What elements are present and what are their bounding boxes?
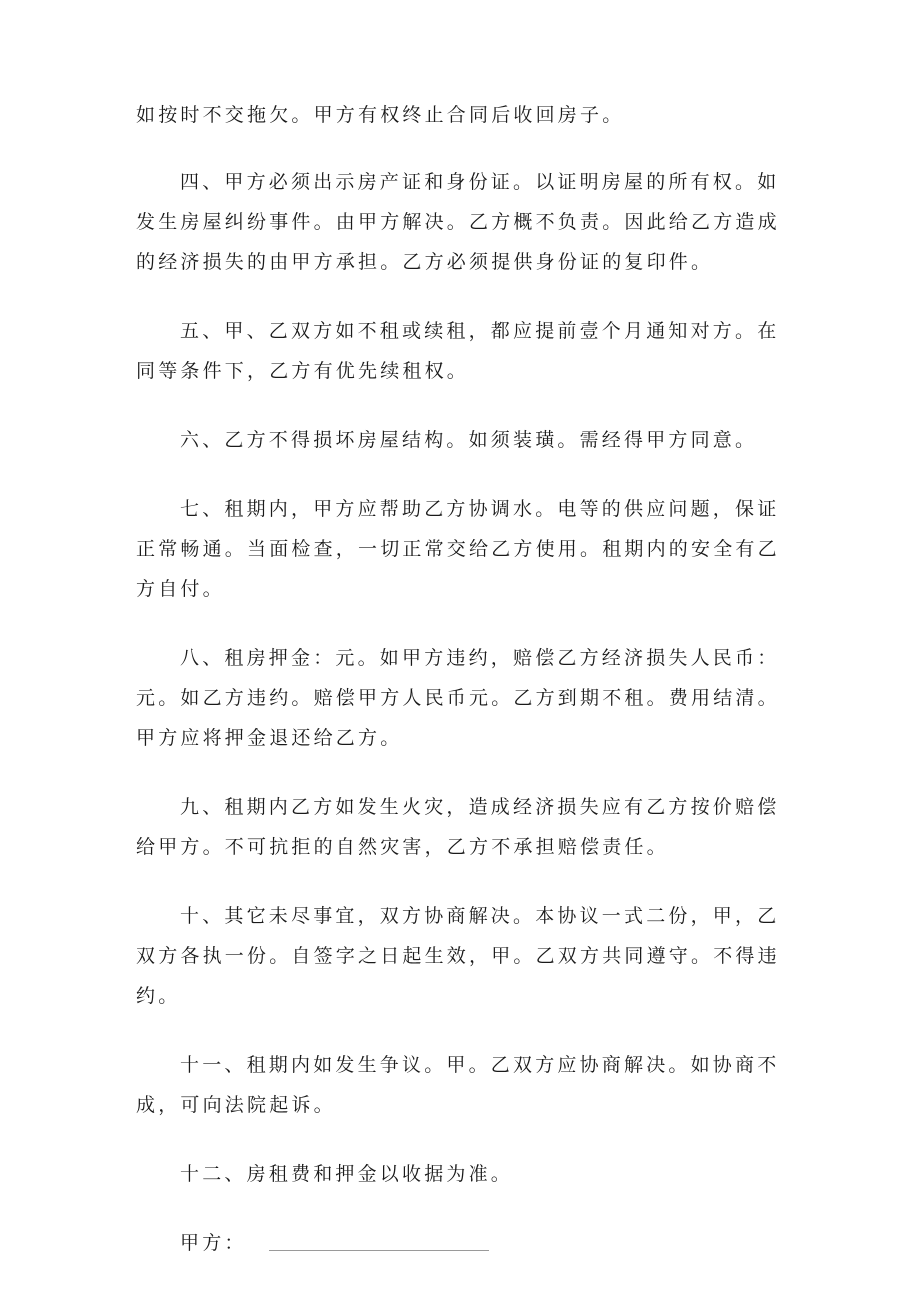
clause-10: 十、其它未尽事宜，双方协商解决。本协议一式二份，甲，乙双方各执一份。自签字之日起生效，甲。乙双方共同遵守。不得违约。 [136, 905, 780, 1007]
signature-label: 甲方： [180, 1232, 247, 1254]
clause-12: 十二、房租费和押金以收据为准。 [180, 1163, 514, 1185]
clause-11: 十一、租期内如发生争议。甲。乙双方应协商解决。如协商不成，可向法院起诉。 [136, 1054, 780, 1116]
signature-row-party-a [180, 1223, 784, 1263]
clause-6: 六、乙方不得损坏房屋结构。如须装璜。需经得甲方同意。 [180, 429, 758, 451]
clause-9: 九、租期内乙方如发生火灾，造成经济损失应有乙方按价赔偿给甲方。不可抗拒的自然灾害，乙方不承担赔偿责任。 [136, 796, 780, 858]
paragraph-continuation: 如按时不交拖欠。甲方有权终止合同后收回房子。 [136, 104, 625, 126]
clause-4: 四、甲方必须出示房产证和身份证。以证明房屋的所有权。如发生房屋纠纷事件。由甲方解决。乙方概不负责。因此给乙方造成的经济损失的由甲方承担。乙方必须提供身份证的复印件。 [136, 171, 780, 273]
clause-7: 七、租期内，甲方应帮助乙方协调水。电等的供应问题，保证正常畅通。当面检查，一切正常交给乙方使用。租期内的安全有乙方自付。 [136, 498, 780, 600]
clause-8: 八、租房押金：元。如甲方违约，赔偿乙方经济损失人民币：元。如乙方违约。赔偿甲方人民币元。乙方到期不租。费用结清。甲方应将押金退还给乙方。 [136, 647, 780, 749]
signature-line[interactable] [269, 1249, 489, 1251]
contract-body [136, 95, 784, 1263]
clause-5: 五、甲、乙双方如不租或续租，都应提前壹个月通知对方。在同等条件下，乙方有优先续租权。 [136, 320, 780, 382]
